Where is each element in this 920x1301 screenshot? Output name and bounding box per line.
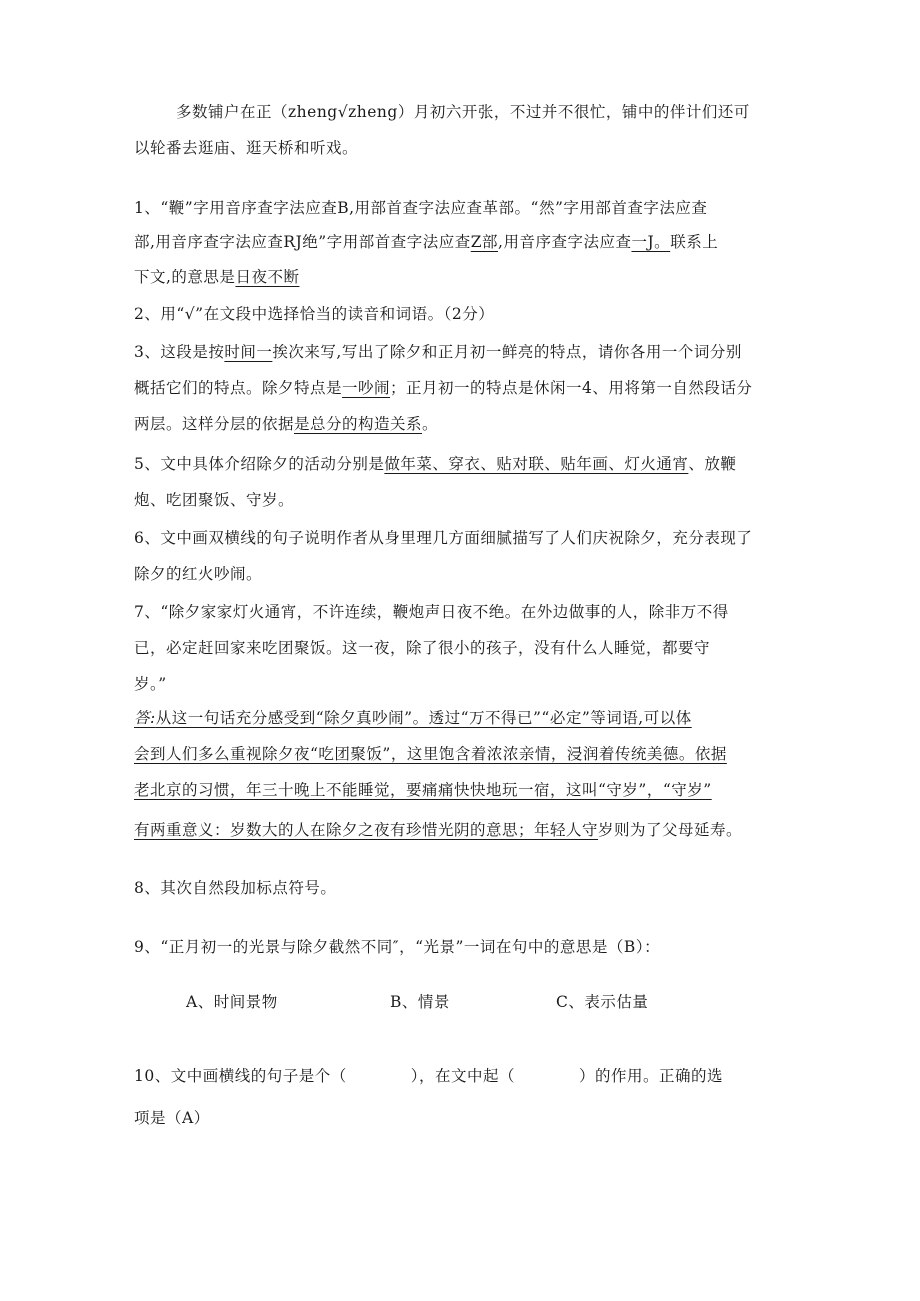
q9-option-a: A、时间景物 bbox=[186, 993, 278, 1011]
q7-line-3: 岁。” bbox=[134, 675, 167, 693]
q7-answer-text-4b: 岁则为了父母延寿。 bbox=[598, 821, 743, 839]
q1-answer-radical: Z部 bbox=[470, 233, 499, 251]
q3-line-2-part-3: ；正月初一的特点是休闲一4、用将第一自然段话分 bbox=[390, 379, 753, 397]
q6-line-1: 6、文中画双横线的句子说明作者从身里理几方面细腻描写了人们庆祝除夕，充分表现了 bbox=[134, 529, 753, 547]
q3-answer-order: 时间一 bbox=[224, 343, 273, 361]
q5-line-1-part-3: 、放鞭 bbox=[688, 455, 737, 473]
q3-line-3-part-3: 。 bbox=[422, 415, 439, 433]
q3-line-1-part-1: 3、这段是按 bbox=[134, 343, 225, 361]
q7-answer-line-4 bbox=[134, 818, 742, 840]
q3-line-2-part-1: 概括它们的特点。除夕特点是 bbox=[134, 379, 343, 397]
q3-line-2 bbox=[134, 376, 752, 398]
q7-answer-text-1: 从这一句话充分感受到“除夕真吵闹”。透过“万不得已”“必定”等词语,可以体 bbox=[155, 709, 692, 727]
q3-line-3 bbox=[134, 412, 438, 434]
q10-line-2: 项是（A） bbox=[134, 1109, 210, 1127]
q7-answer-line-3: 老北京的习惯，年三十晚上不能睡觉，要痛痛快快地玩一宿，这叫“守岁”，“守岁” bbox=[134, 781, 712, 799]
q3-answer-feature: 一吵闹 bbox=[342, 379, 391, 397]
q1-line-2-part-3: ,用音序查字法应查 bbox=[498, 233, 632, 251]
q1-line-2 bbox=[134, 230, 718, 252]
q8-line-1: 8、其次自然段加标点符号。 bbox=[134, 879, 337, 897]
q5-line-1-part-1: 5、文中具体介绍除夕的活动分别是 bbox=[134, 455, 385, 473]
q7-answer-text-4a: 有两重意义：岁数大的人在除夕之夜有珍惜光阴的意思；年轻人守 bbox=[134, 821, 599, 839]
q1-line-2-part-5: 联系上 bbox=[670, 233, 719, 251]
q1-line-3 bbox=[134, 265, 299, 287]
q7-answer-line-1 bbox=[134, 706, 692, 728]
q7-line-2: 已，必定赶回家来吃团聚饭。这一夜，除了很小的孩子，没有什么人睡觉，都要守 bbox=[134, 639, 711, 657]
q5-answer-activities: 做年菜、穿衣、贴对联、贴年画、灯火通宵 bbox=[384, 455, 689, 473]
q1-line-3-part-1: 下文,的意思是 bbox=[134, 268, 236, 286]
q6-line-2: 除夕的红火吵闹。 bbox=[134, 565, 263, 583]
q7-answer-line-2: 会到人们多么重视除夕夜“吃团聚饭”，这里饱含着浓浓亲情，浸润着传统美德。依据 bbox=[134, 745, 727, 763]
q7-answer-label: 答: bbox=[134, 709, 156, 727]
q3-line-3-part-1: 两层。这样分层的依据 bbox=[134, 415, 295, 433]
q2-line-1: 2、用“√”在文段中选择恰当的读音和词语。（2分） bbox=[134, 305, 495, 323]
q1-line-2-part-1: 部,用音序查字法应查RJ绝”字用部首查字法应查 bbox=[134, 233, 471, 251]
q5-line-1 bbox=[134, 452, 736, 474]
intro-line-2: 以轮番去逛庙、逛天桥和听戏。 bbox=[134, 139, 359, 157]
q9-line-1: 9、“正月初一的光景与除夕截然不同″，“光景”一词在句中的意思是（B）： bbox=[134, 938, 661, 956]
q1-answer-meaning: 日夜不断 bbox=[235, 268, 300, 286]
q1-line-1: 1、“鞭”字用音序查字法应查B,用部首查字法应查革部。“然”字用部首查字法应查 bbox=[134, 199, 708, 217]
q9-option-b: B、情景 bbox=[390, 993, 450, 1011]
intro-line-1: 多数铺户在正（zheng√zheng）月初六开张，不过并不很忙，铺中的伴计们还可 bbox=[176, 103, 750, 121]
q5-line-2: 炮、吃团聚饭、守岁。 bbox=[134, 491, 295, 509]
q1-answer-letter: 一J。 bbox=[631, 233, 671, 251]
q3-line-1 bbox=[134, 340, 742, 362]
q9-option-c: C、表示估量 bbox=[556, 993, 649, 1011]
q7-line-1: 7、“除夕家家灯火通宵，不许连续，鞭炮声日夜不绝。在外边做事的人，除非万不得 bbox=[134, 603, 729, 621]
q10-line-1: 10、文中画横线的句子是个（ ），在文中起（ ）的作用。正确的选 bbox=[134, 1067, 723, 1085]
q3-line-1-part-3: 挨次来写,写出了除夕和正月初一鲜亮的特点，请你各用一个词分别 bbox=[272, 343, 742, 361]
q3-answer-basis: 是总分的构造关系 bbox=[294, 415, 423, 433]
